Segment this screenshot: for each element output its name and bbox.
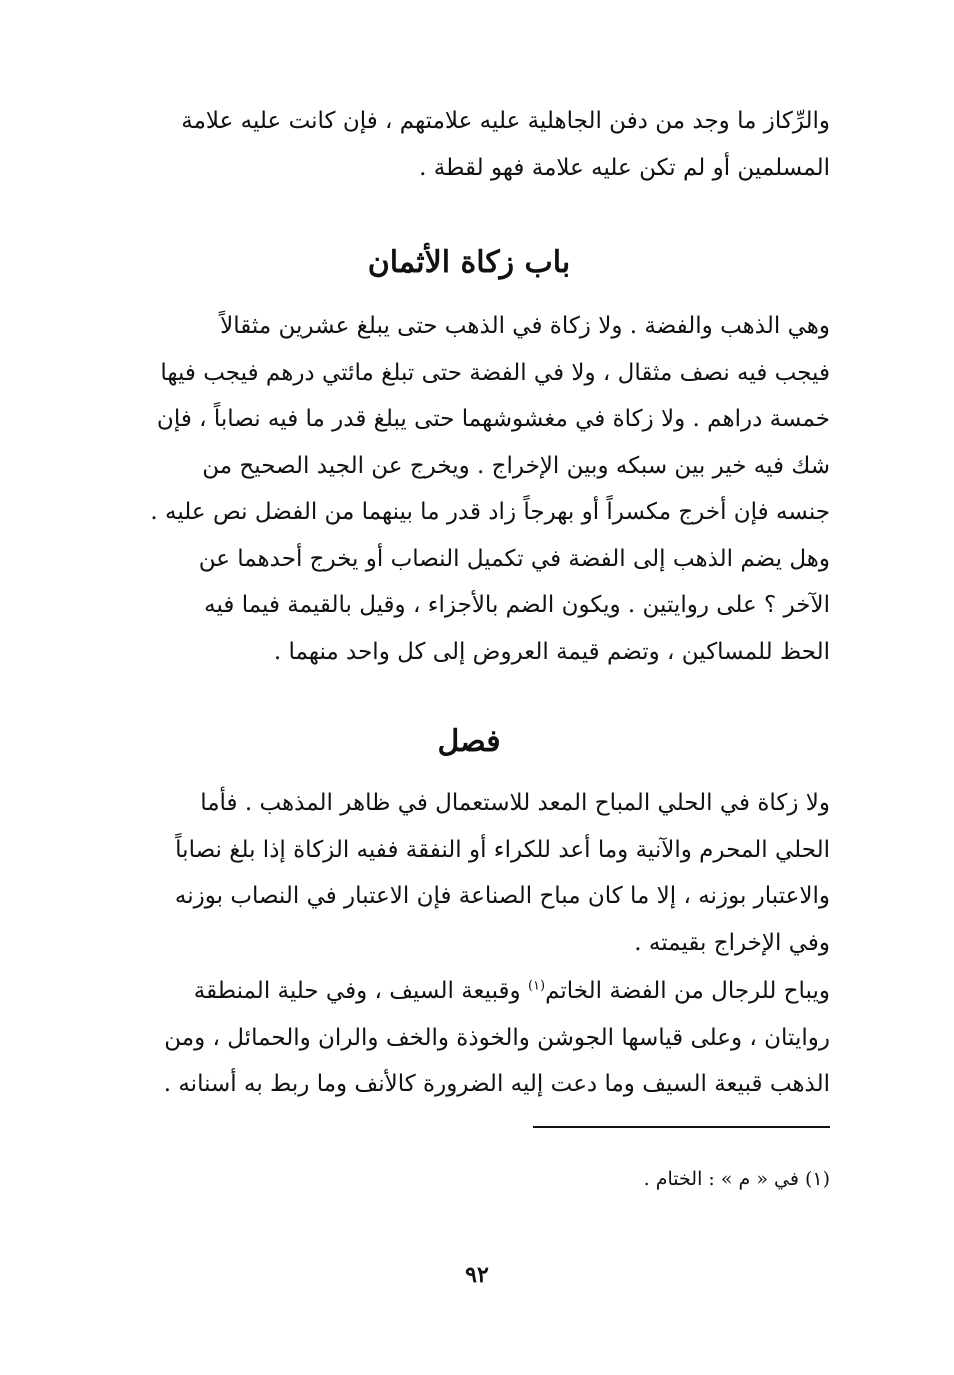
text-line — [108, 968, 830, 1015]
text-line: وهي الذهب والفضة . ولا زكاة في الذهب حتى يبلغ عشرين مثقالاً — [220, 313, 830, 339]
text-line: ولا زكاة في الحلي المباح المعد للاستعمال في ظاهر المذهب . فأما — [200, 790, 830, 816]
text-line: الحظ للمساكين ، وتضم قيمة العروض إلى كل واحد منهما . — [273, 638, 830, 665]
text-line: شك فيه خير بين سبكه وبين الإخراج . ويخرج عن الجيد الصحيح من — [202, 452, 830, 479]
text-line: وفي الإخراج بقيمته . — [634, 929, 830, 956]
fasl-paragraph-1 — [108, 780, 830, 966]
text-line: والاعتبار بوزنه ، إلا ما كان مباح الصناعة فإن الاعتبار في النصاب بوزنه — [174, 883, 830, 909]
footnote-separator — [533, 1126, 830, 1128]
text-line: والرِّكاز ما وجد من دفن الجاهلية عليه علامتهم ، فإن كانت عليه علامة — [181, 108, 830, 134]
text-line: الذهب قبيعة السيف وما دعت إليه الضرورة كالأنف وما ربط به أسنانه . — [163, 1071, 830, 1097]
text-line: وهل يضم الذهب إلى الفضة في تكميل النصاب أو يخرج أحدهما عن — [198, 545, 830, 572]
page-number: ٩٢ — [465, 1262, 489, 1288]
text-segment: وقبيعة السيف ، وفي حلية المنطقة — [193, 978, 528, 1004]
zakat-athman-paragraph — [108, 303, 830, 675]
text-segment: ويباح للرجال من الفضة الخاتم — [545, 978, 830, 1004]
text-line: الحلي المحرم والآنية وما أعد للكراء أو النفقة ففيه الزكاة إذا بلغ نصاباً — [175, 836, 830, 863]
text-line: المسلمين أو لم تكن عليه علامة فهو لقطة . — [419, 154, 830, 181]
intro-paragraph — [108, 98, 830, 191]
text-line: فيجب فيه نصف مثقال ، ولا في الفضة حتى تبلغ مائتي درهم فيجب فيها — [160, 359, 830, 386]
text-line: الآخر ؟ على روايتين . ويكون الضم بالأجزاء ، وقيل بالقيمة فيما فيه — [204, 592, 830, 618]
footnote-marker[interactable]: (١) — [527, 978, 546, 994]
text-line: جنسه فإن أخرج مكسراً أو بهرجاً زاد قدر ما بينهما من الفضل نص عليه . — [150, 499, 830, 525]
footnote-text: (١) في « م » : الختام . — [643, 1168, 830, 1190]
section-heading-zakat-athman: باب زكاة الأثمان — [367, 245, 571, 280]
text-line: خمسة دراهم . ولا زكاة في مغشوشهما حتى يبلغ قدر ما فيه نصاباً ، فإن — [156, 406, 830, 432]
section-heading-fasl: فصل — [437, 724, 501, 759]
text-line: روايتان ، وعلى قياسها الجوشن والخوذة والخف والران والحمائل ، ومن — [164, 1024, 830, 1051]
fasl-paragraph-2 — [108, 968, 830, 1108]
